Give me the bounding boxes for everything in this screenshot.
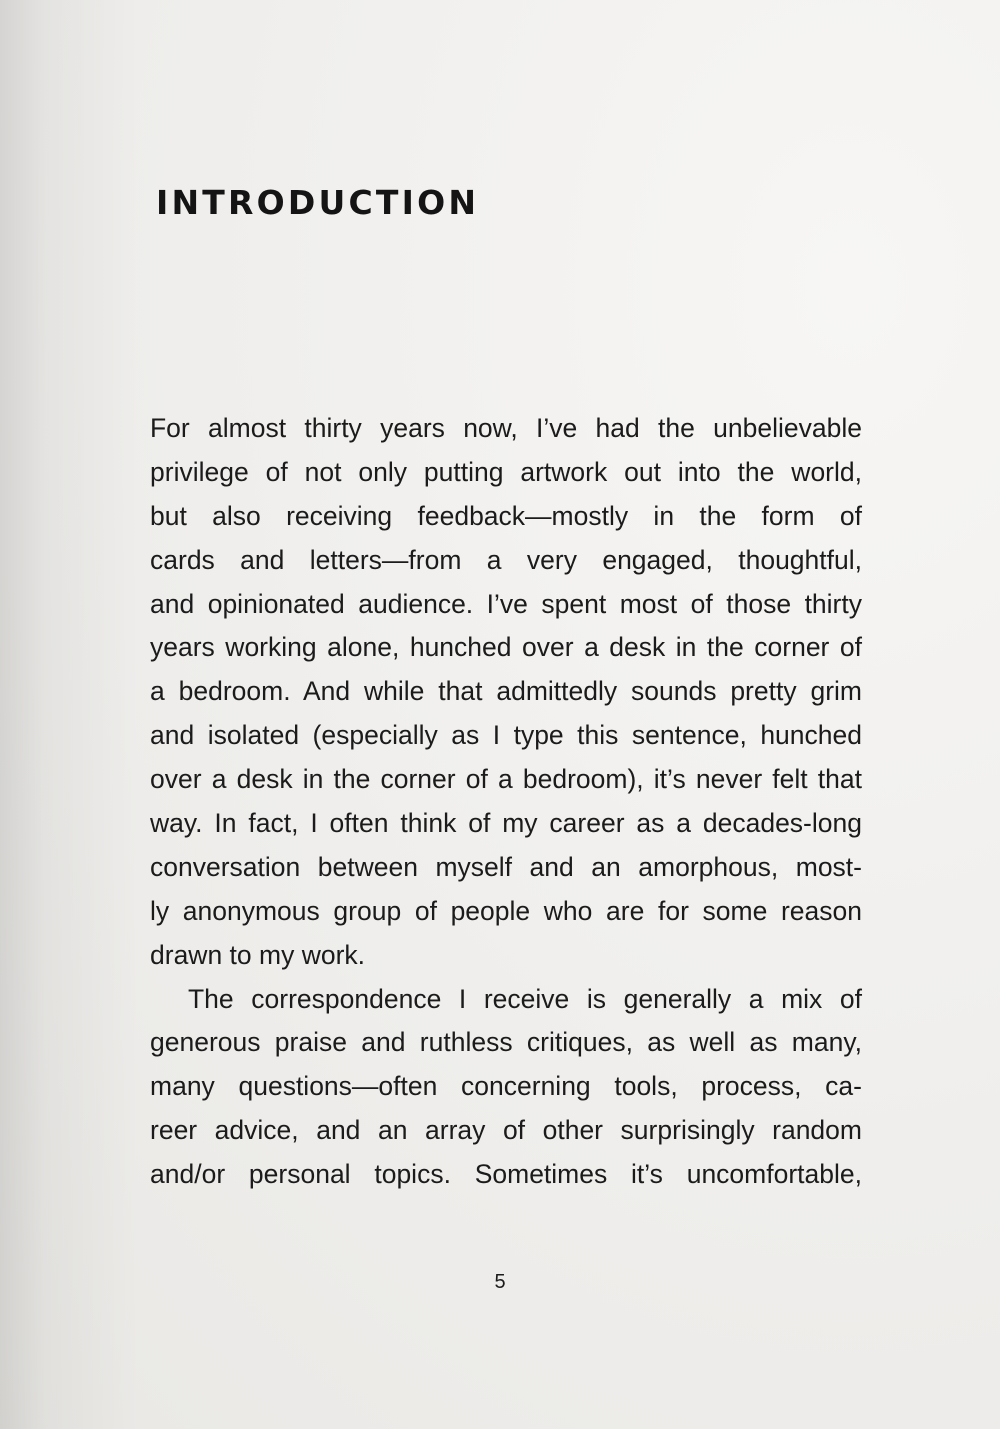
text-line: and isolated (especially as I type this sentence, hunched [150, 720, 862, 751]
body-text [150, 407, 862, 1197]
text-line: drawn to my work. [150, 939, 366, 970]
text-line: cards and letters—from a very engaged, thoughtful, [150, 544, 862, 575]
page-number: 5 [494, 1271, 506, 1293]
text-line: over a desk in the corner of a bedroom), it’s never felt that [150, 764, 862, 795]
text-line: generous praise and ruthless critiques, as well as many, [150, 1027, 862, 1058]
text-line: ly anonymous group of people who are for some reason [150, 895, 862, 926]
text-line: For almost thirty years now, I’ve had the unbelievable [150, 413, 862, 443]
text-line: conversation between myself and an amorphous, most- [150, 851, 862, 882]
text-line: and opinionated audience. I’ve spent most of those thirty [150, 588, 862, 619]
text-line: way. In fact, I often think of my career as a decades-long [150, 808, 862, 839]
text-line: a bedroom. And while that admittedly sounds pretty grim [150, 676, 862, 707]
chapter-title: INTRODUCTION [156, 183, 480, 222]
text-line: reer advice, and an array of other surprisingly random [150, 1115, 862, 1146]
paragraph-1 [150, 407, 862, 978]
text-line: The correspondence I receive is generally a mix of [188, 983, 862, 1014]
text-line: many questions—often concerning tools, process, ca- [150, 1071, 862, 1102]
text-line: years working alone, hunched over a desk in the corner of [150, 632, 862, 663]
text-line: privilege of not only putting artwork out into the world, [150, 456, 862, 487]
paragraph-2 [150, 978, 862, 1197]
text-line: but also receiving feedback—mostly in the form of [150, 500, 862, 531]
text-line: and/or personal topics. Sometimes it’s uncomfortable, [150, 1159, 862, 1190]
